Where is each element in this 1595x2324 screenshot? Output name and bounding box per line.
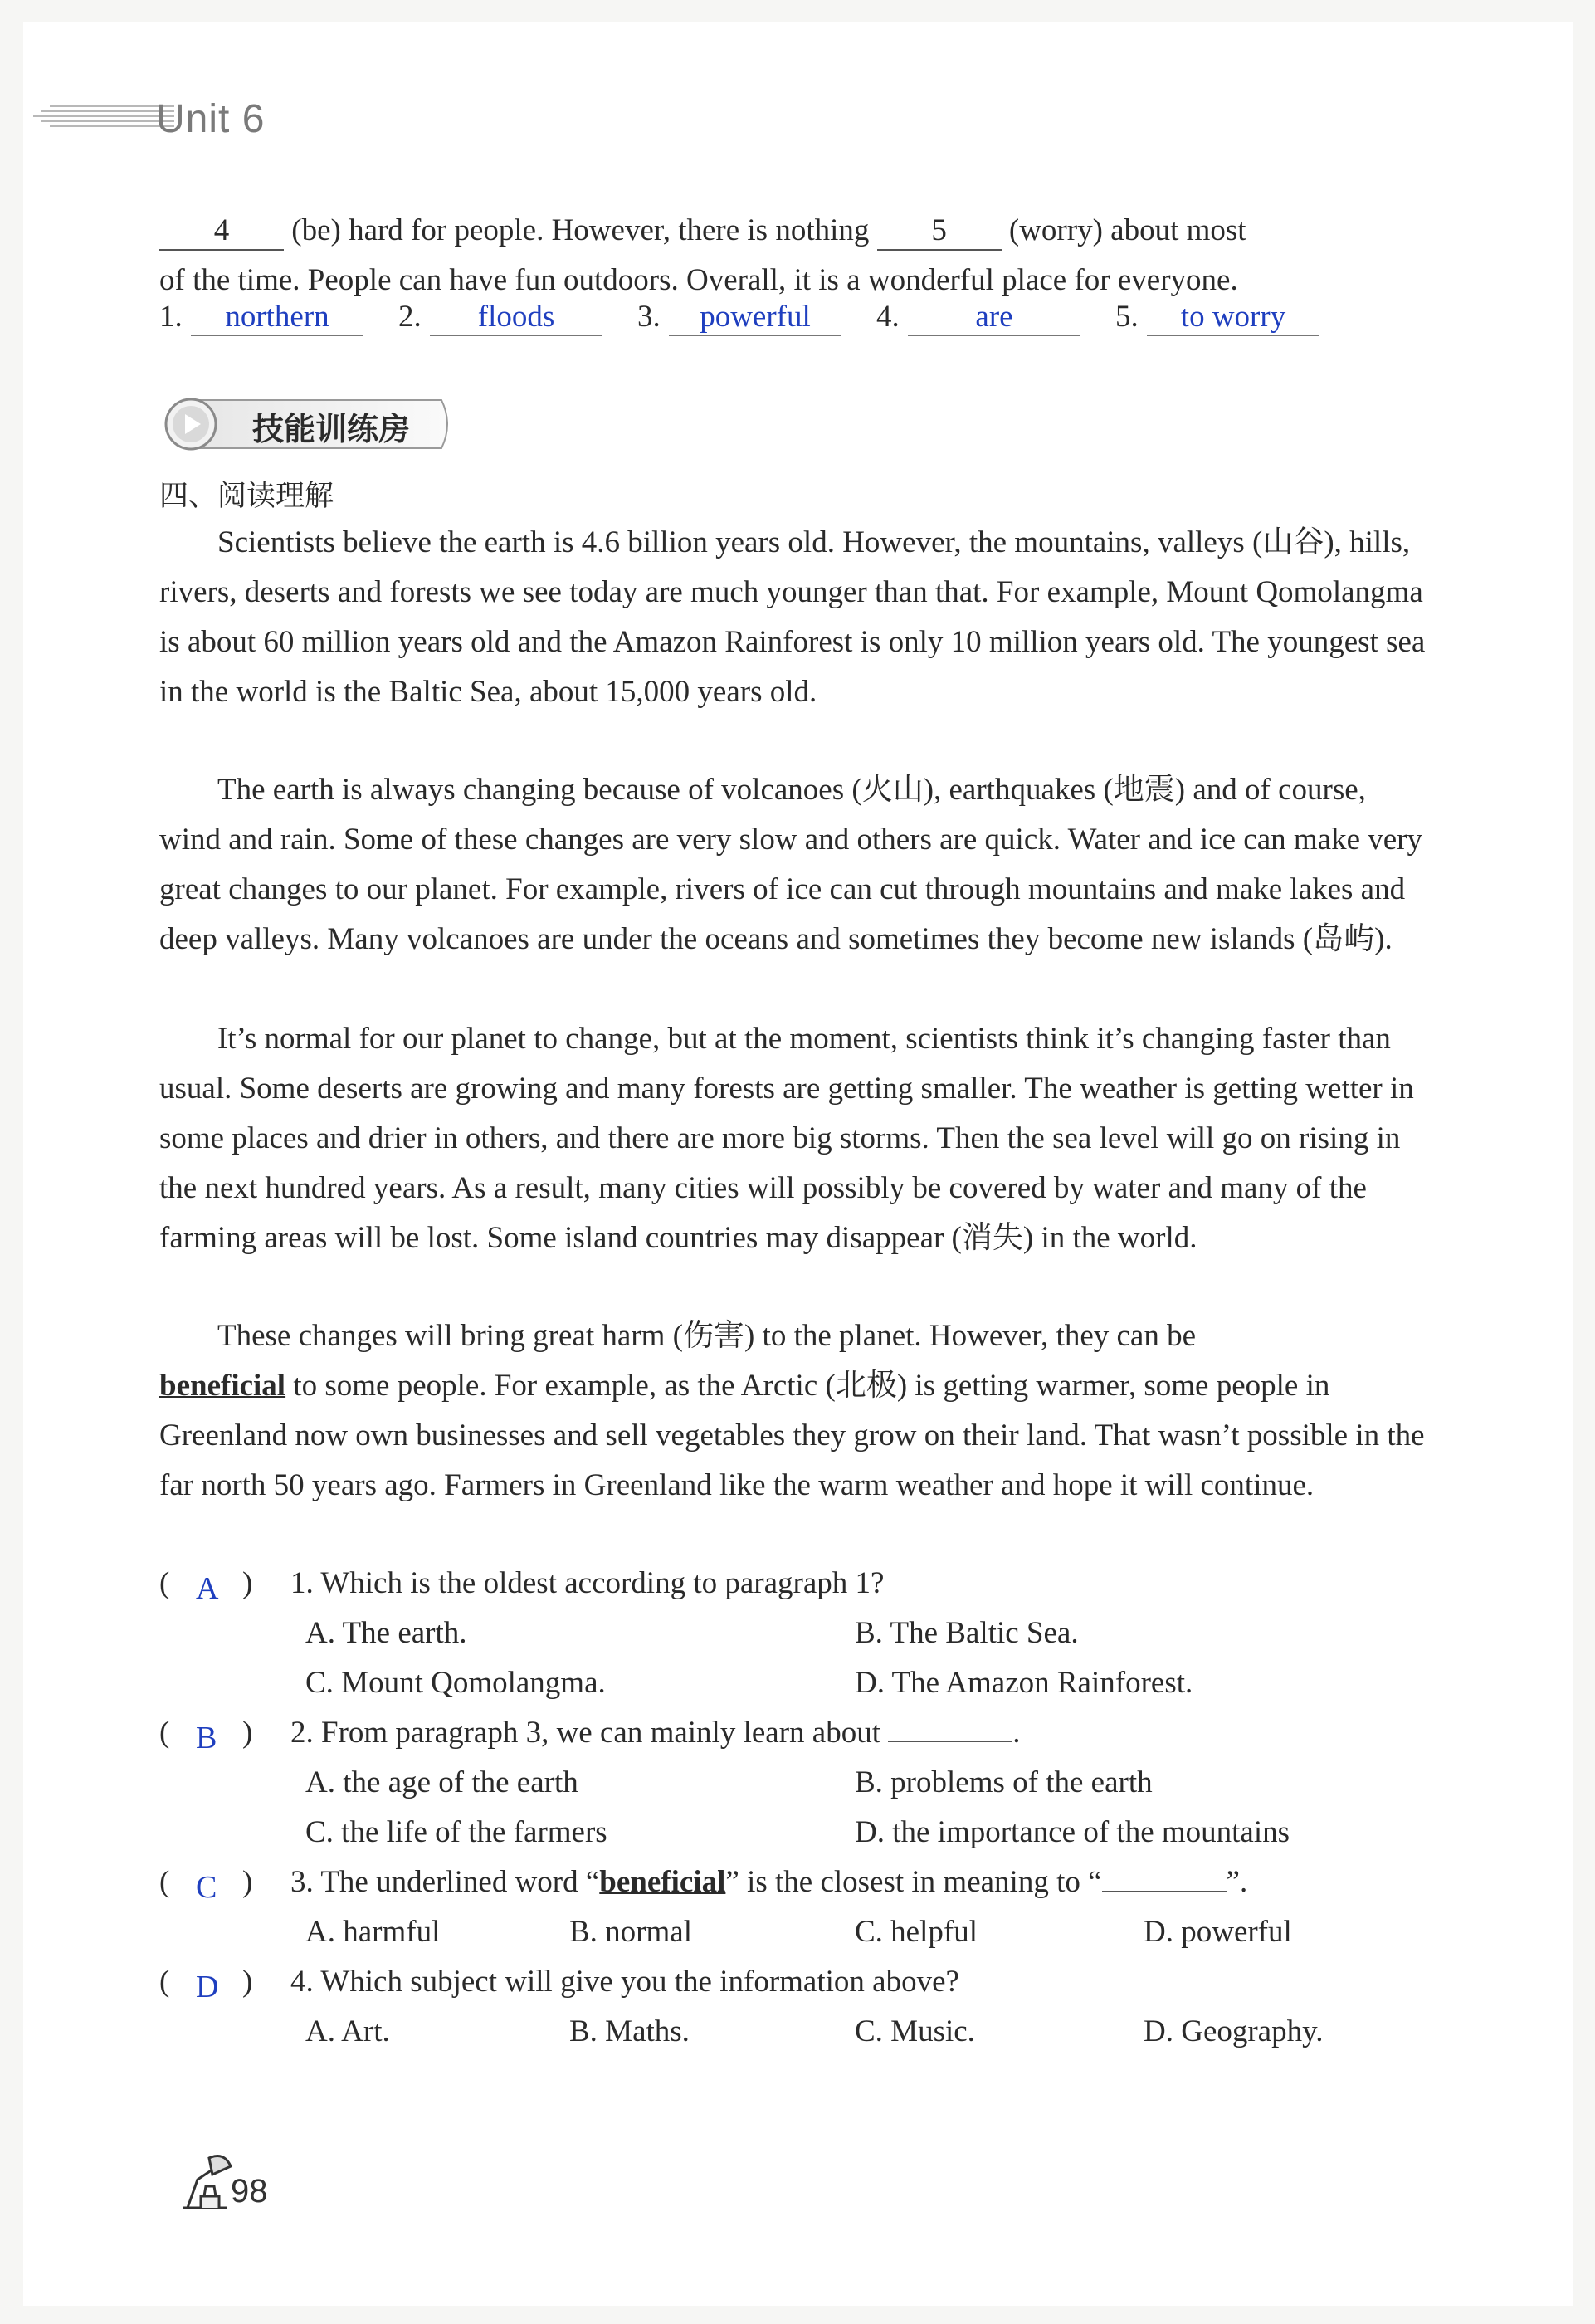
question-text: 2. From paragraph 3, we can mainly learn about [290,1716,880,1750]
passage-line-2: of the time. People can have fun outdoors. Overall, it is a wonderful place for everyone. [159,263,1238,297]
answer-item: 5. to worry [1115,299,1319,336]
option: A. Art. [305,2014,390,2048]
option: B. Maths. [569,2014,690,2048]
underlined-word: beneficial [159,1369,286,1403]
question-answer: C [196,1870,217,1905]
answer-item: 2. floods [398,299,602,336]
reading-paragraph-1: Scientists believe the earth is 4.6 billion years old. However, the mountains, valleys (山谷), hills, rivers, deserts and forests we see today are much younger than that. For example, Mount Qomolangma is about 60 million years old and the Amazon Rainforest is only 10 million years old. The youngest sea in the world is the Baltic Sea, about 15,000 years old. [159,525,1426,709]
question-answer: A [196,1571,219,1606]
question-answer: D [196,1970,219,2004]
option: B. problems of the earth [855,1765,1153,1799]
option: A. harmful [305,1915,441,1949]
blank-5: 5 [877,212,1002,251]
answer-value: are [908,299,1080,336]
option: B. The Baltic Sea. [855,1616,1079,1650]
page-number: 98 [231,2173,268,2209]
section-banner [159,395,458,453]
option: D. the importance of the mountains [855,1815,1290,1849]
answer-item: 1. northern [159,299,363,336]
answer-item: 4. are [876,299,1080,336]
blank-4: 4 [159,212,284,251]
option: C. Mount Qomolangma. [305,1666,606,1700]
question-answer: B [196,1721,217,1755]
answer-value: to worry [1147,299,1319,336]
passage-text: (be) hard for people. However, there is nothing [291,213,870,247]
option: C. Music. [855,2014,975,2048]
answer-value: floods [430,299,602,336]
reading-paragraph-3: It’s normal for our planet to change, but at the moment, scientists think it’s changing faster than usual. Some deserts are growing and many forests are getting smaller. The weather is getting wetter in some places and drier in others, and there are more big storms. Then the sea level will go on rising in the next hundred years. As a result, many cities will possibly be covered by water and many of the farming areas will be lost. Some island countries may disappear (消失) in the world. [159,1022,1414,1255]
header-decoration-lines [33,98,174,131]
question-blank [888,1741,1012,1742]
reading-paragraph-2: The earth is always changing because of volcanoes (火山), earthquakes (地震) and of course, wind and rain. Some of these changes are very slow and others are quick. Water and ice can make very great changes to our planet. For example, rivers of ice can cut through mountains and make lakes and deep valleys. Many volcanoes are under the oceans and sometimes they become new islands (岛屿). [159,773,1423,956]
answer-value: powerful [669,299,841,336]
option: D. The Amazon Rainforest. [855,1666,1193,1700]
question-blank [1102,1891,1227,1892]
option: B. normal [569,1915,692,1949]
answer-value: northern [191,299,363,336]
reading-paragraph-4: These changes will bring great harm (伤害) to the planet. However, they can be beneficial to some people. For example, as the Arctic (北极) is getting warmer, some people in Greenland now own businesses and sell vegetables they grow on their land. That wasn’t possible in the far north 50 years ago. Farmers in Greenland like the warm weather and hope it will continue. [159,1319,1425,1502]
option: D. Geography. [1144,2014,1324,2048]
option: C. helpful [855,1915,978,1949]
answer-item: 3. powerful [637,299,841,336]
option: A. the age of the earth [305,1765,578,1799]
underlined-word: beneficial [599,1865,726,1899]
option: D. powerful [1144,1915,1292,1949]
passage-line-1 [159,206,1421,256]
question-text: 4. Which subject will give you the information above? [290,1965,959,1999]
option: C. the life of the farmers [305,1815,607,1849]
unit-title: Unit 6 [156,97,266,141]
banner-label: 技能训练房 [252,411,411,447]
question-text: 3. The underlined word “ [290,1865,600,1899]
passage-text: (worry) about most [1008,213,1246,247]
question-text: 1. Which is the oldest according to paragraph 1? [290,1566,885,1600]
option: A. The earth. [305,1616,467,1650]
section-heading: 四、阅读理解 [159,480,334,513]
